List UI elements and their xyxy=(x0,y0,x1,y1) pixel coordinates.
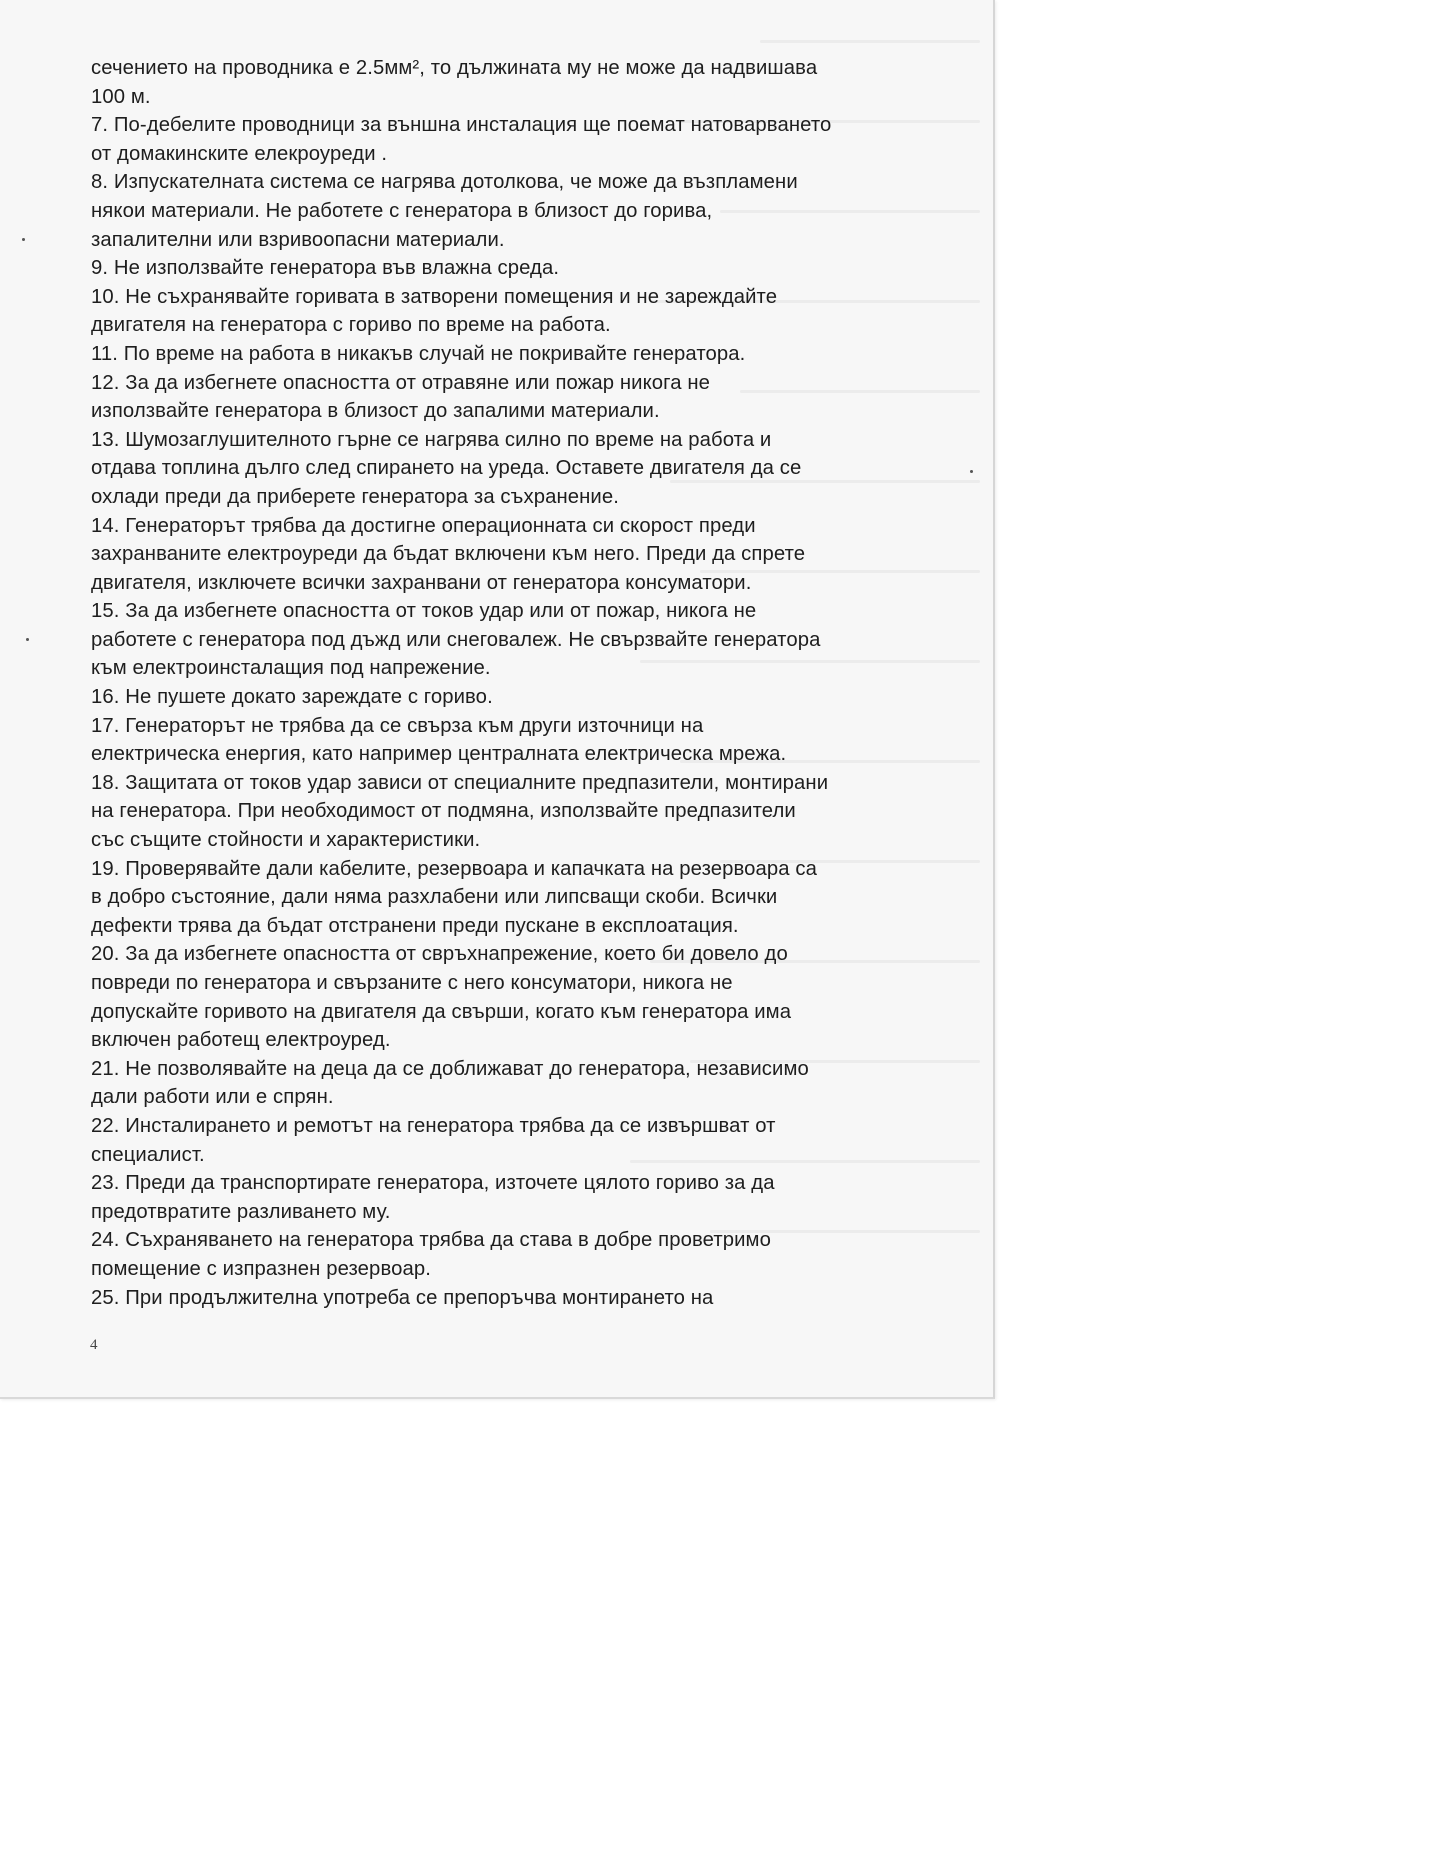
text-line: 21. Не позволявайте на деца да се доближават до генератора, независимо xyxy=(91,1057,809,1080)
text-line: двигателя, изключете всички захранвани от генератора консуматори. xyxy=(91,571,752,594)
text-line: 15. За да избегнете опасността от токов удар или от пожар, никога не xyxy=(91,600,757,623)
text-line: дефекти трява да бъдат отстранени преди пускане в експлоатация. xyxy=(91,914,739,937)
text-line: 24. Съхраняването на генератора трябва да става в добре проветримо xyxy=(91,1229,771,1252)
text-line: 22. Инсталирането и ремотът на генератора трябва да се извършват от xyxy=(91,1114,776,1137)
text-line: 7. По-дебелите проводници за външна инсталация ще поемат натоварването xyxy=(91,114,832,137)
text-line: използвайте генератора в близост до запалими материали. xyxy=(91,400,660,423)
scan-speck xyxy=(22,238,25,241)
text-line: предотвратите разливането му. xyxy=(91,1200,391,1223)
text-line: захранваните електроуреди да бъдат включени към него. Преди да спрете xyxy=(91,543,806,566)
text-line: сечението на проводника е 2.5мм², то дължината му не може да надвишава xyxy=(91,57,818,79)
text-line: 17. Генераторът не трябва да се свърза към други източници на xyxy=(91,714,704,737)
text-line: двигателя на генератора с гориво по време на работа. xyxy=(91,314,611,337)
document-body xyxy=(91,54,971,1312)
text-line: отдава топлина дълго след спирането на уреда. Оставете двигателя да се xyxy=(91,457,802,480)
text-line: 11. По време на работа в никакъв случай не покривайте генератора. xyxy=(91,342,746,365)
text-line: 8. Изпускателната система се нагрява дотолкова, че може да възпламени xyxy=(91,171,798,194)
text-line: повреди по генератора и свързаните с него консуматори, никога не xyxy=(91,972,733,994)
text-line: електрическа енергия, като например централната електрическа мрежа. xyxy=(91,743,787,766)
text-line: 16. Не пушете докато зареждате с гориво. xyxy=(91,686,493,709)
text-line: към електроинсталащия под напрежение. xyxy=(91,657,491,680)
text-line: в добро състояние, дали няма разхлабени или липсващи скоби. Всички xyxy=(91,886,778,909)
text-line: помещение с изпразнен резервоар. xyxy=(91,1257,431,1280)
text-line: 18. Защитата от токов удар зависи от специалните предпазители, монтирани xyxy=(91,771,829,794)
text-line: някои материали. Не работете с генератора в близост до горива, xyxy=(91,199,713,222)
text-line: 23. Преди да транспортирате генератора, източете цялото гориво за да xyxy=(91,1172,775,1195)
text-line: 13. Шумозаглушителното гърне се нагрява силно по време на работа и xyxy=(91,428,772,451)
text-line: запалителни или взривоопасни материали. xyxy=(91,228,505,251)
page-number: 4 xyxy=(90,1337,98,1353)
text-line: 25. При продължителна употреба се препоръчва монтирането на xyxy=(91,1286,714,1309)
text-line: охлади преди да приберете генератора за съхранение. xyxy=(91,485,619,508)
scan-speck xyxy=(26,638,29,641)
text-line: специалист. xyxy=(91,1143,205,1166)
text-line: допускайте горивото на двигателя да свърши, когато към генератора има xyxy=(91,1000,792,1023)
text-line: работете с генератора под дъжд или снеговалеж. Не свързвайте генератора xyxy=(91,628,821,651)
text-line: от домакинските елекроуреди . xyxy=(91,142,388,165)
text-line: на генератора. При необходимост от подмяна, използвайте предпазители xyxy=(91,800,796,823)
text-line: със същите стойности и характеристики. xyxy=(91,829,481,852)
text-line: 100 м. xyxy=(91,85,151,108)
text-line: 20. За да избегнете опасността от свръхнапрежение, което би довело до xyxy=(91,943,788,966)
text-line: дали работи или е спрян. xyxy=(91,1086,334,1109)
text-line: 14. Генераторът трябва да достигне операционната си скорост преди xyxy=(91,514,756,537)
text-line: 19. Проверявайте дали кабелите, резервоара и капачката на резервоара са xyxy=(91,857,818,880)
text-line: включен работещ електроуред. xyxy=(91,1029,391,1052)
text-line: 10. Не съхранявайте горивата в затворени помещения и не зареждайте xyxy=(91,285,778,308)
text-line: 9. Не използвайте генератора във влажна среда. xyxy=(91,257,560,280)
text-line: 12. За да избегнете опасността от отравяне или пожар никога не xyxy=(91,371,711,394)
